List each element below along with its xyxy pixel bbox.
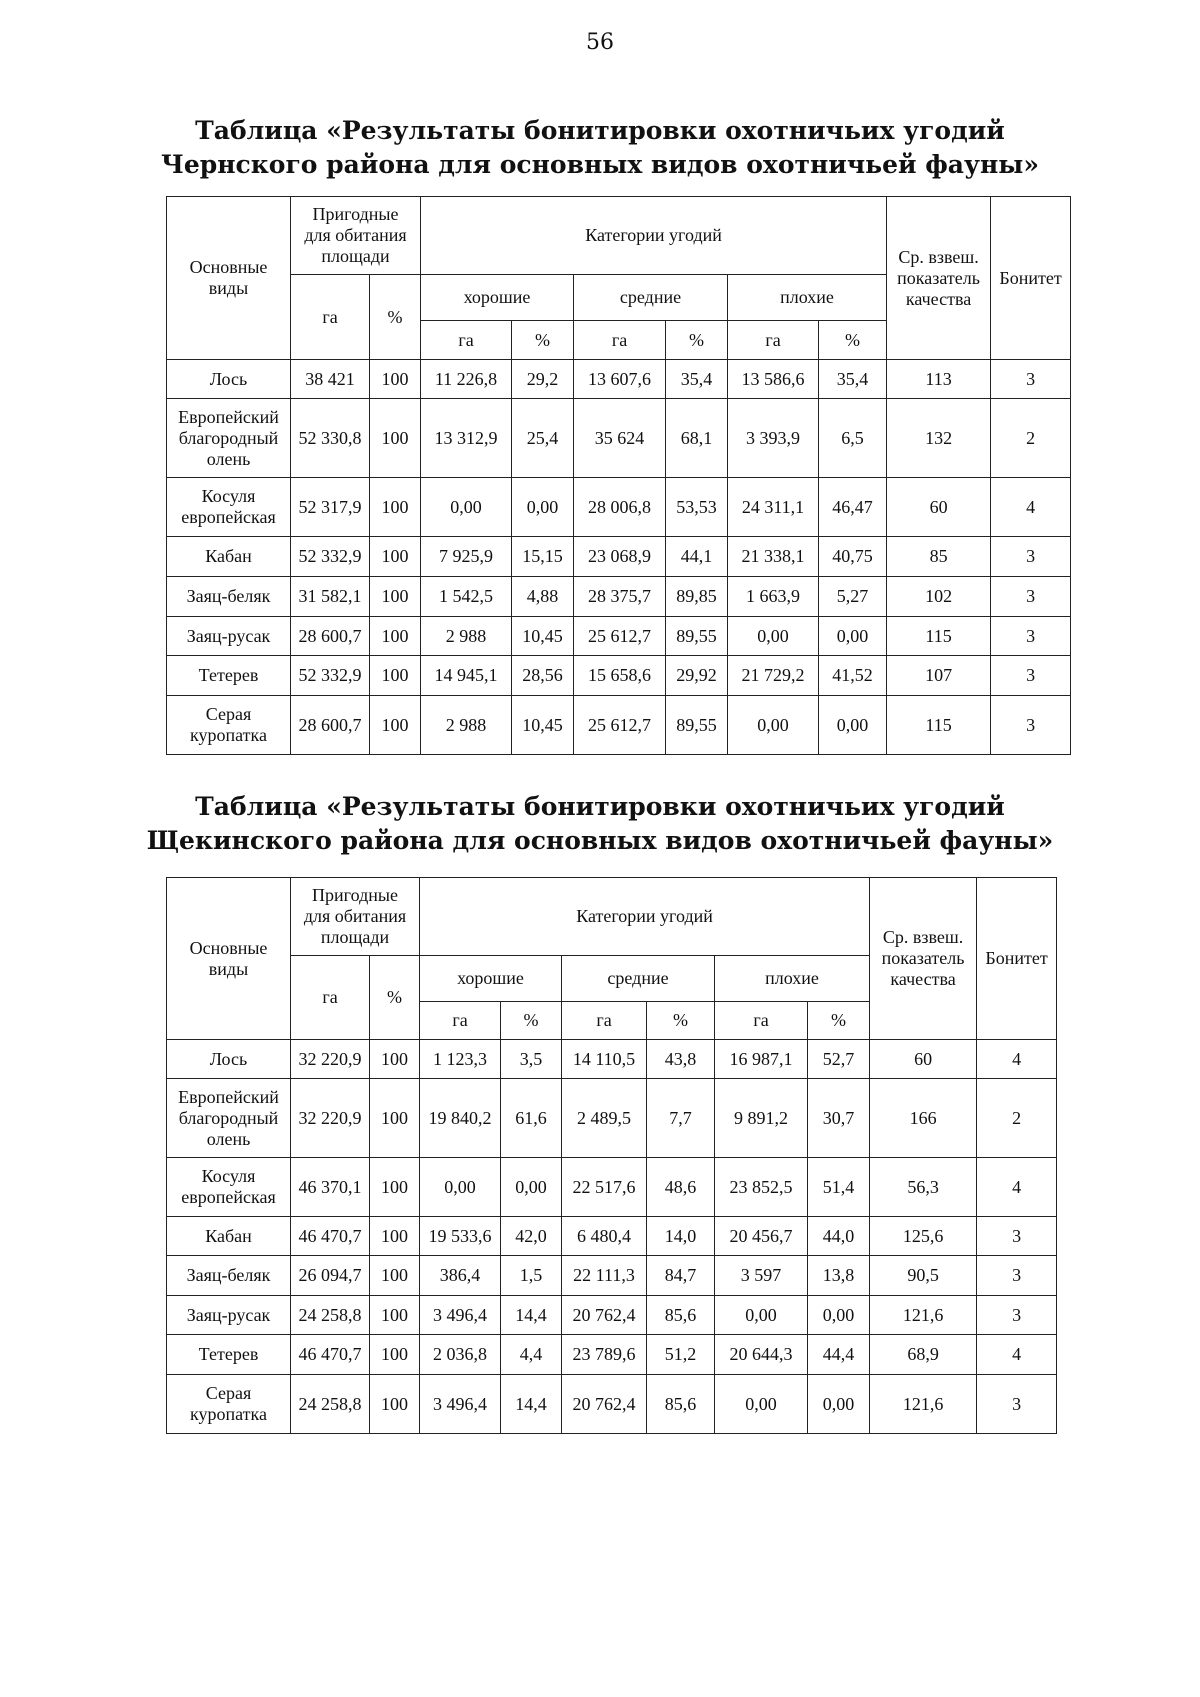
table-2-title [0,790,1200,858]
cell-poor-pct: 44,0 [808,1217,870,1256]
cell-good-ha: 13 312,9 [421,399,512,478]
header-species-line: Основные [189,257,268,277]
header-suitable-area-line: Пригодные [312,204,399,224]
header-poor: плохие [728,275,887,321]
cell-area-pct: 100 [370,577,421,617]
header-species-line: Основные [189,937,268,958]
cell-area-ha: 46 470,7 [291,1335,370,1375]
header-poor-ha: га [728,321,819,360]
cell-species-line: олень [206,1128,251,1149]
cell-poor-pct: 44,4 [808,1335,870,1375]
cell-species [167,478,291,537]
cell-good-pct: 0,00 [512,478,574,537]
cell-medium-ha: 2 489,5 [562,1079,647,1158]
cell-good-pct: 28,56 [512,656,574,696]
table-row [167,360,1071,399]
table-2-title-line-2: Щекинского района для основных видов охотничьей фауны» [146,826,1054,855]
header-species-line: виды [208,958,249,979]
cell-quality-index: 68,9 [870,1335,977,1375]
cell-medium-ha: 22 517,6 [562,1158,647,1217]
cell-quality-index: 121,6 [870,1375,977,1434]
cell-species [167,537,291,577]
cell-good-ha: 386,4 [420,1256,501,1296]
cell-poor-pct: 5,27 [819,577,887,617]
cell-area-ha: 31 582,1 [291,577,370,617]
cell-bonitet: 3 [977,1375,1057,1434]
cell-species [167,617,291,656]
cell-quality-index: 60 [870,1040,977,1079]
cell-area-pct: 100 [370,1040,420,1079]
header-bonitet: Бонитет [977,878,1057,1040]
cell-species-line: европейская [181,1187,276,1207]
header-quality-index-line: Ср. взвеш. [882,927,964,947]
cell-area-ha: 32 220,9 [291,1040,370,1079]
header-quality-index-line: показатель [897,267,980,288]
cell-area-ha: 32 220,9 [291,1079,370,1158]
table-row [167,1256,1057,1296]
cell-area-pct: 100 [370,1256,420,1296]
cell-good-ha: 14 945,1 [421,656,512,696]
cell-quality-index: 102 [887,577,991,617]
cell-good-ha: 3 496,4 [420,1296,501,1335]
cell-quality-index: 166 [870,1079,977,1158]
header-suitable-area-line: для обитания [304,225,407,245]
cell-good-ha: 2 036,8 [420,1335,501,1375]
cell-species-line: благородный [178,1107,279,1128]
cell-species-line: куропатка [190,725,267,745]
cell-good-ha: 0,00 [421,478,512,537]
cell-quality-index: 121,6 [870,1296,977,1335]
cell-area-ha: 52 330,8 [291,399,370,478]
header-suitable-area-line: Пригодные [312,885,398,905]
table-row [167,1158,1057,1217]
cell-medium-ha: 23 068,9 [574,537,666,577]
cell-medium-pct: 29,92 [666,656,728,696]
header-good-ha: га [421,321,512,360]
header-area-pct: % [370,275,421,360]
cell-poor-pct: 46,47 [819,478,887,537]
cell-area-ha: 24 258,8 [291,1296,370,1335]
cell-bonitet: 2 [991,399,1071,478]
cell-medium-pct: 44,1 [666,537,728,577]
cell-medium-ha: 15 658,6 [574,656,666,696]
table-row [167,478,1071,537]
header-bonitet: Бонитет [991,197,1071,360]
header-land-categories: Категории угодий [420,878,870,956]
header-suitable-area-line: площади [321,246,390,266]
cell-good-pct: 25,4 [512,399,574,478]
header-species [167,878,291,1040]
header-poor-pct: % [808,1002,870,1040]
cell-poor-pct: 0,00 [808,1375,870,1434]
cell-bonitet: 4 [991,478,1071,537]
cell-quality-index: 115 [887,617,991,656]
cell-bonitet: 2 [977,1079,1057,1158]
cell-area-ha: 52 332,9 [291,537,370,577]
cell-area-pct: 100 [370,656,421,696]
cell-quality-index: 56,3 [870,1158,977,1217]
cell-species-line: Серая [205,704,252,724]
cell-area-pct: 100 [370,478,421,537]
cell-area-pct: 100 [370,399,421,478]
cell-good-ha: 19 533,6 [420,1217,501,1256]
cell-species-line: Тетерев [198,665,259,685]
cell-quality-index: 107 [887,656,991,696]
cell-species-line: Заяц-русак [186,625,271,646]
cell-area-pct: 100 [370,617,421,656]
cell-medium-ha: 22 111,3 [562,1256,647,1296]
cell-area-pct: 100 [370,1079,420,1158]
cell-species [167,1079,291,1158]
cell-area-pct: 100 [370,1335,420,1375]
table-row [167,1296,1057,1335]
header-suitable-area-line: площади [320,927,390,947]
cell-good-pct: 10,45 [512,617,574,656]
cell-poor-pct: 6,5 [819,399,887,478]
cell-species-line: Заяц-русак [186,1304,271,1325]
table-row [167,577,1071,617]
cell-quality-index: 60 [887,478,991,537]
table-row [167,696,1071,755]
cell-poor-ha: 21 338,1 [728,537,819,577]
cell-medium-ha: 35 624 [574,399,666,478]
header-medium-ha: га [574,321,666,360]
cell-good-ha: 2 988 [421,617,512,656]
cell-good-pct: 29,2 [512,360,574,399]
cell-medium-ha: 20 762,4 [562,1296,647,1335]
cell-bonitet: 3 [977,1296,1057,1335]
cell-species [167,577,291,617]
cell-medium-ha: 28 375,7 [574,577,666,617]
cell-medium-ha: 6 480,4 [562,1217,647,1256]
cell-species-line: олень [206,448,251,469]
cell-medium-pct: 43,8 [647,1040,715,1079]
header-poor: плохие [715,956,870,1002]
cell-bonitet: 3 [977,1256,1057,1296]
cell-good-ha: 1 123,3 [420,1040,501,1079]
cell-species [167,1158,291,1217]
table-2-title-line-1: Таблица «Результаты бонитировки охотничьих угодий [195,792,1005,821]
header-suitable-area [291,197,421,275]
header-area-pct: % [370,956,420,1040]
cell-species [167,1335,291,1375]
cell-good-ha: 1 542,5 [421,577,512,617]
cell-poor-ha: 23 852,5 [715,1158,808,1217]
header-medium-pct: % [666,321,728,360]
table-1-title-line-1: Таблица «Результаты бонитировки охотничьих угодий [195,116,1005,145]
cell-bonitet: 3 [991,577,1071,617]
cell-quality-index: 125,6 [870,1217,977,1256]
cell-poor-ha: 16 987,1 [715,1040,808,1079]
header-suitable-area-line: для обитания [303,906,407,926]
cell-species-line: Европейский [178,1086,279,1107]
cell-medium-ha: 20 762,4 [562,1375,647,1434]
header-medium: средние [562,956,715,1002]
cell-area-ha: 52 332,9 [291,656,370,696]
cell-good-pct: 42,0 [501,1217,562,1256]
table-row [167,537,1071,577]
cell-species-line: Кабан [205,546,252,566]
cell-good-pct: 10,45 [512,696,574,755]
cell-good-pct: 4,88 [512,577,574,617]
cell-quality-index: 90,5 [870,1256,977,1296]
cell-species-line: Заяц-беляк [186,1265,271,1285]
cell-area-pct: 100 [370,537,421,577]
cell-area-pct: 100 [370,696,421,755]
cell-good-pct: 0,00 [501,1158,562,1217]
cell-species [167,1040,291,1079]
cell-poor-pct: 0,00 [808,1296,870,1335]
cell-species [167,1217,291,1256]
header-species-line: виды [208,278,249,298]
header-quality-index-line: Ср. взвеш. [898,246,979,267]
cell-species-line: Косуля [201,486,256,506]
cell-good-ha: 11 226,8 [421,360,512,399]
cell-area-pct: 100 [370,1375,420,1434]
table-row [167,656,1071,696]
table-1-title-line-2: Чернского района для основных видов охотничьей фауны» [161,150,1039,179]
cell-poor-ha: 0,00 [715,1375,808,1434]
cell-area-ha: 28 600,7 [291,696,370,755]
cell-species-line: Кабан [205,1225,252,1246]
cell-species [167,696,291,755]
cell-area-ha: 28 600,7 [291,617,370,656]
cell-medium-pct: 89,85 [666,577,728,617]
cell-species [167,1296,291,1335]
cell-medium-pct: 84,7 [647,1256,715,1296]
cell-quality-index: 113 [887,360,991,399]
header-good-ha: га [420,1002,501,1040]
cell-poor-pct: 40,75 [819,537,887,577]
cell-medium-pct: 53,53 [666,478,728,537]
cell-bonitet: 3 [977,1217,1057,1256]
cell-species [167,656,291,696]
table-row [167,1375,1057,1434]
table-1-title [0,114,1200,182]
cell-poor-ha: 9 891,2 [715,1079,808,1158]
header-quality-index-line: качества [890,969,956,989]
cell-medium-pct: 68,1 [666,399,728,478]
cell-species-line: Серая [205,1383,252,1403]
header-quality-index [887,197,991,360]
cell-quality-index: 115 [887,696,991,755]
header-poor-ha: га [715,1002,808,1040]
cell-medium-ha: 14 110,5 [562,1040,647,1079]
header-area-ha: га [291,275,370,360]
cell-medium-pct: 48,6 [647,1158,715,1217]
cell-quality-index: 85 [887,537,991,577]
table-row [167,1335,1057,1375]
cell-poor-pct: 52,7 [808,1040,870,1079]
table-1 [166,196,1071,755]
cell-poor-pct: 35,4 [819,360,887,399]
cell-species-line: благородный [178,427,279,448]
cell-medium-ha: 28 006,8 [574,478,666,537]
cell-quality-index: 132 [887,399,991,478]
cell-poor-pct: 30,7 [808,1079,870,1158]
cell-medium-pct: 7,7 [647,1079,715,1158]
cell-medium-ha: 25 612,7 [574,617,666,656]
cell-poor-ha: 20 456,7 [715,1217,808,1256]
cell-good-pct: 14,4 [501,1296,562,1335]
cell-good-ha: 19 840,2 [420,1079,501,1158]
cell-medium-pct: 85,6 [647,1375,715,1434]
cell-bonitet: 3 [991,537,1071,577]
header-medium-ha: га [562,1002,647,1040]
cell-poor-ha: 24 311,1 [728,478,819,537]
cell-poor-ha: 3 597 [715,1256,808,1296]
cell-medium-pct: 89,55 [666,696,728,755]
cell-area-pct: 100 [370,1217,420,1256]
cell-species [167,399,291,478]
cell-good-pct: 15,15 [512,537,574,577]
header-quality-index [870,878,977,1040]
cell-area-pct: 100 [370,1296,420,1335]
cell-poor-pct: 13,8 [808,1256,870,1296]
cell-area-ha: 26 094,7 [291,1256,370,1296]
cell-medium-ha: 25 612,7 [574,696,666,755]
cell-bonitet: 4 [977,1040,1057,1079]
cell-bonitet: 3 [991,696,1071,755]
cell-good-pct: 14,4 [501,1375,562,1434]
cell-poor-ha: 1 663,9 [728,577,819,617]
cell-species-line: Тетерев [198,1344,259,1364]
cell-good-ha: 0,00 [420,1158,501,1217]
cell-species-line: Заяц-беляк [186,586,271,606]
cell-poor-ha: 13 586,6 [728,360,819,399]
cell-area-ha: 46 470,7 [291,1217,370,1256]
header-good-pct: % [512,321,574,360]
header-good: хорошие [420,956,562,1002]
cell-medium-ha: 13 607,6 [574,360,666,399]
cell-medium-pct: 51,2 [647,1335,715,1375]
cell-bonitet: 3 [991,656,1071,696]
cell-area-ha: 24 258,8 [291,1375,370,1434]
cell-medium-pct: 35,4 [666,360,728,399]
cell-poor-pct: 41,52 [819,656,887,696]
header-good: хорошие [421,275,574,321]
cell-species [167,1256,291,1296]
table-2 [166,877,1057,1434]
cell-good-pct: 61,6 [501,1079,562,1158]
cell-poor-ha: 0,00 [715,1296,808,1335]
page-number: 56 [586,30,614,55]
cell-good-ha: 2 988 [421,696,512,755]
table-row [167,1040,1057,1079]
cell-bonitet: 4 [977,1158,1057,1217]
cell-area-ha: 52 317,9 [291,478,370,537]
cell-bonitet: 3 [991,617,1071,656]
cell-good-pct: 4,4 [501,1335,562,1375]
cell-medium-pct: 89,55 [666,617,728,656]
header-good-pct: % [501,1002,562,1040]
cell-poor-ha: 20 644,3 [715,1335,808,1375]
header-quality-index-line: качества [905,288,972,309]
header-row [167,878,1057,956]
cell-good-pct: 3,5 [501,1040,562,1079]
header-medium: средние [574,275,728,321]
header-quality-index-line: показатель [881,948,965,968]
table-row [167,399,1071,478]
cell-poor-ha: 21 729,2 [728,656,819,696]
cell-poor-pct: 0,00 [819,696,887,755]
table-row [167,617,1071,656]
header-land-categories: Категории угодий [421,197,887,275]
cell-area-pct: 100 [370,1158,420,1217]
header-medium-pct: % [647,1002,715,1040]
header-row [167,197,1071,275]
cell-species-line: Косуля [201,1166,256,1186]
cell-species-line: европейская [181,507,276,527]
cell-good-ha: 3 496,4 [420,1375,501,1434]
cell-species [167,360,291,399]
header-area-ha: га [291,956,370,1040]
cell-poor-pct: 0,00 [819,617,887,656]
header-poor-pct: % [819,321,887,360]
cell-poor-ha: 0,00 [728,617,819,656]
cell-good-ha: 7 925,9 [421,537,512,577]
cell-area-ha: 46 370,1 [291,1158,370,1217]
table-row [167,1217,1057,1256]
header-suitable-area [291,878,420,956]
cell-poor-pct: 51,4 [808,1158,870,1217]
cell-species-line: Лось [209,368,248,389]
table-row [167,1079,1057,1158]
cell-area-ha: 38 421 [291,360,370,399]
cell-poor-ha: 3 393,9 [728,399,819,478]
cell-species [167,1375,291,1434]
header-species [167,197,291,360]
cell-bonitet: 4 [977,1335,1057,1375]
cell-poor-ha: 0,00 [728,696,819,755]
cell-area-pct: 100 [370,360,421,399]
cell-medium-pct: 85,6 [647,1296,715,1335]
cell-medium-pct: 14,0 [647,1217,715,1256]
cell-medium-ha: 23 789,6 [562,1335,647,1375]
cell-bonitet: 3 [991,360,1071,399]
cell-good-pct: 1,5 [501,1256,562,1296]
cell-species-line: куропатка [190,1404,267,1424]
cell-species-line: Европейский [178,406,279,427]
cell-species-line: Лось [209,1048,248,1069]
